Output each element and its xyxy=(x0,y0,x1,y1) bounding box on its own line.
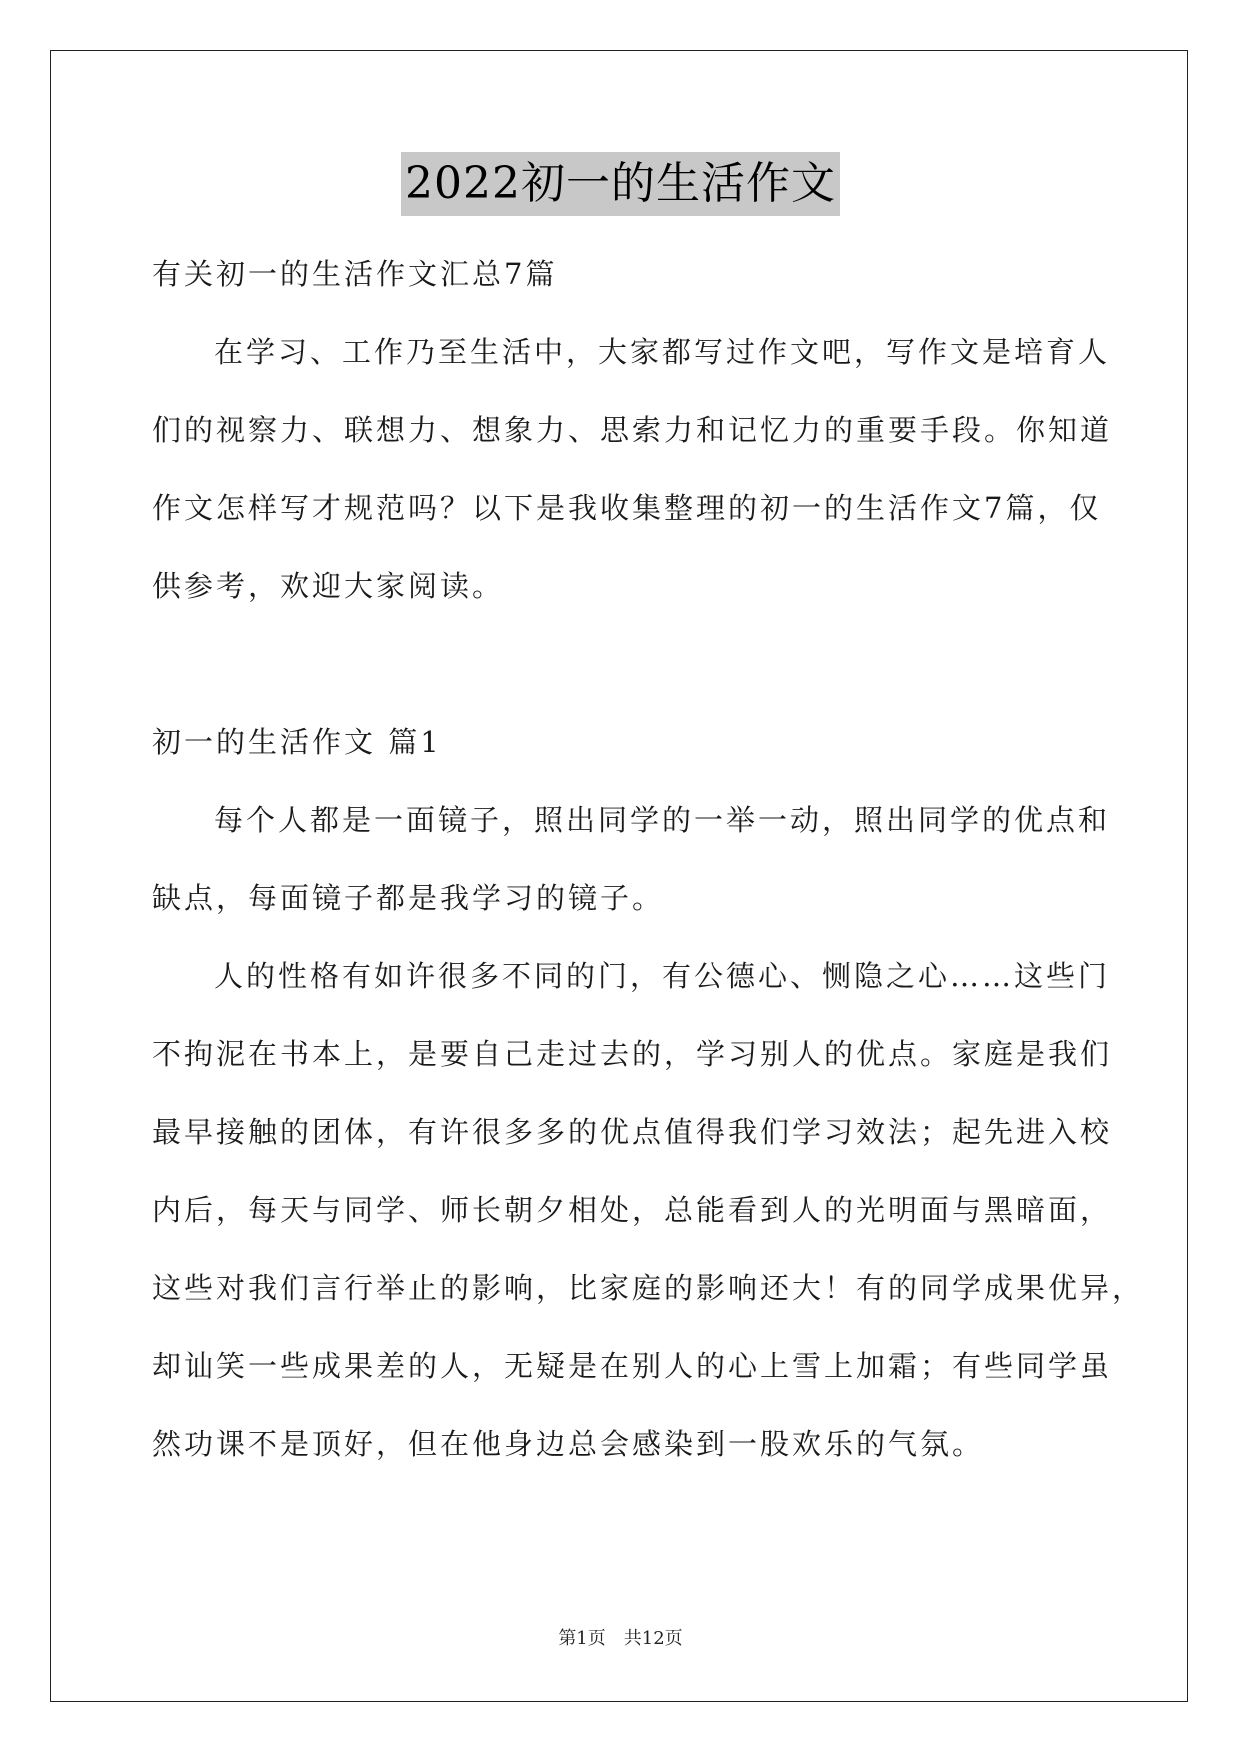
intro-line: 在学习、工作乃至生活中，大家都写过作文吧，写作文是培育人 xyxy=(214,335,1111,369)
intro-line: 作文怎样写才规范吗？以下是我收集整理的初一的生活作文7篇，仅 xyxy=(152,491,1102,525)
document-body xyxy=(152,235,1145,1483)
document-title: 2022初一的生活作文 xyxy=(401,152,840,216)
paragraph-line: 最早接触的团体，有许很多多的优点值得我们学习效法；起先进入校 xyxy=(152,1115,1113,1149)
title-wrap xyxy=(0,152,1241,216)
page-footer: 第1页 共12页 xyxy=(558,1628,683,1649)
paragraph-line: 然功课不是顶好，但在他身边总会感染到一股欢乐的气氛。 xyxy=(152,1427,985,1461)
paragraph-line: 却讪笑一些成果差的人，无疑是在别人的心上雪上加霜；有些同学虽 xyxy=(152,1349,1113,1383)
paragraph-line: 这些对我们言行举止的影响，比家庭的影响还大！有的同学成果优异， xyxy=(152,1271,1145,1305)
paragraph-line: 每个人都是一面镜子，照出同学的一举一动，照出同学的优点和 xyxy=(214,803,1111,837)
paragraph-line: 人的性格有如许很多不同的门，有公德心、恻隐之心……这些门 xyxy=(214,959,1111,993)
section-heading: 初一的生活作文 篇1 xyxy=(152,725,442,759)
document-subtitle: 有关初一的生活作文汇总7篇 xyxy=(152,257,558,291)
intro-line: 们的视察力、联想力、想象力、思索力和记忆力的重要手段。你知道 xyxy=(152,413,1113,447)
intro-line: 供参考，欢迎大家阅读。 xyxy=(152,569,505,603)
paragraph-line: 内后，每天与同学、师长朝夕相处，总能看到人的光明面与黑暗面， xyxy=(152,1193,1113,1227)
paragraph-line: 缺点，每面镜子都是我学习的镜子。 xyxy=(152,881,665,915)
blank-line xyxy=(152,625,1092,703)
paragraph-line: 不拘泥在书本上，是要自己走过去的，学习别人的优点。家庭是我们 xyxy=(152,1037,1113,1071)
